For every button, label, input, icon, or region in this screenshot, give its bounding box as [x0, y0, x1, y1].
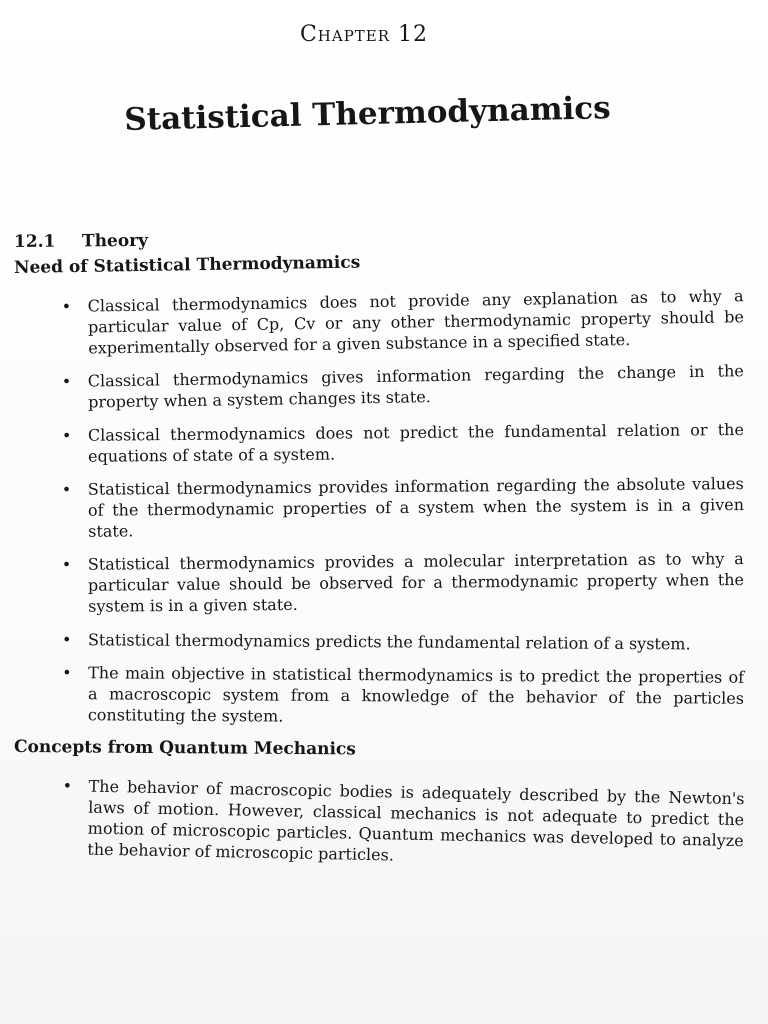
bullet-icon: •	[61, 479, 72, 499]
section-number: 12.1	[13, 231, 56, 252]
bullet-icon: •	[61, 554, 72, 574]
list-item	[58, 419, 744, 467]
bullet-list	[14, 286, 745, 726]
chapter-label: Chapter 12	[299, 22, 429, 47]
list-item-text: Classical thermodynamics does not predict the fundamental relation or the equations of state of a system.	[87, 420, 744, 466]
bullet-icon: •	[61, 296, 72, 316]
list-item	[58, 285, 745, 359]
bullet-icon: •	[62, 776, 73, 796]
list-item-text: Classical thermodynamics does not provide any explanation as to why a particular value of Cp, Cv or any other thermodynamic property should be experimentally observed for a given substance in a specified state.	[87, 286, 745, 358]
bullet-icon: •	[62, 663, 72, 683]
list-item-text: Statistical thermodynamics provides a molecular interpretation as to why a particular value should be observed for a thermodynamic property when the system is in a given state.	[87, 549, 745, 616]
list-item	[58, 548, 745, 617]
list-item-text: Statistical thermodynamics predicts the fundamental relation of a system.	[87, 630, 691, 654]
list-item	[58, 360, 745, 413]
list-item-text: Classical thermodynamics gives information regarding the change in the property when a system changes its state.	[87, 361, 744, 412]
list-item	[58, 662, 744, 730]
bullet-list	[14, 775, 745, 865]
section-title: Theory	[81, 230, 149, 252]
page-content	[14, 232, 744, 871]
bullet-icon: •	[61, 630, 72, 650]
list-item	[58, 629, 744, 655]
bullet-icon: •	[61, 371, 72, 391]
list-item	[57, 775, 744, 872]
bullet-icon: •	[61, 425, 72, 445]
list-item-text: Statistical thermodynamics provides information regarding the absolute values of the thermodynamic properties of a system when the system is in a given state.	[87, 474, 745, 541]
list-item-text: The behavior of macroscopic bodies is adequately described by the Newton's laws of motion. However, classical mechanics is not adequate to predict the motion of microscopic particles. Quantum mechanics was developed to analyze the behavior of microscopic particles.	[87, 776, 745, 865]
list-item-text: The main objective in statistical thermodynamics is to predict the properties of a macroscopic system from a knowledge of the behavior of the particles constituting the system.	[87, 663, 745, 726]
subsection-title: Need of Statistical Thermodynamics	[13, 252, 361, 278]
chapter-title: Statistical Thermodynamics	[123, 90, 612, 138]
list-item	[58, 473, 745, 542]
subsection-title: Concepts from Quantum Mechanics	[13, 737, 356, 760]
